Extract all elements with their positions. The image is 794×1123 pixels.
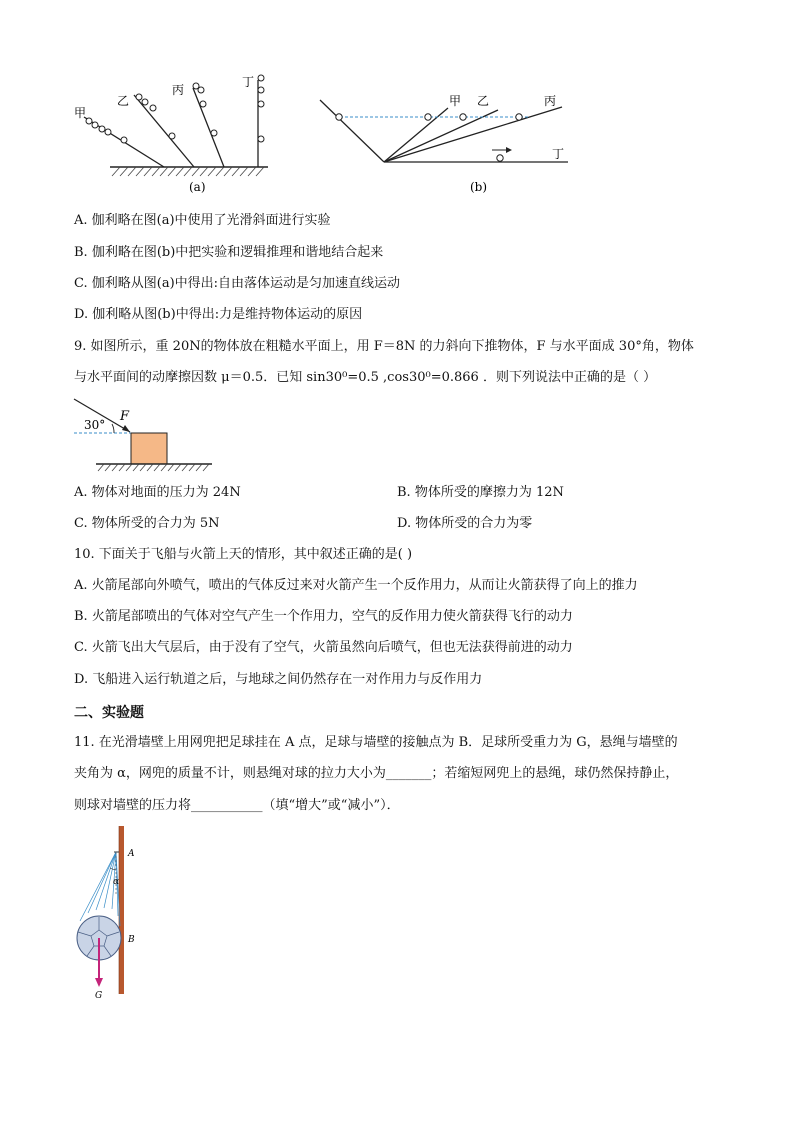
q11-label-alpha: α: [113, 877, 120, 887]
q10-option-a: A. 火箭尾部向外喷气，喷出的气体反过来对火箭产生一个反作用力，从而让火箭获得了向上的推力: [74, 578, 638, 593]
q9-angle-label: 30°: [84, 418, 106, 432]
caption-a: (a): [189, 180, 206, 194]
section-title: 二、实验题: [74, 705, 144, 721]
q10-stem: 10. 下面关于飞船与火箭上天的情形，其中叙述正确的是( ): [74, 547, 413, 562]
figure-b: [320, 94, 568, 194]
q11-line2: 夹角为 α，网兜的质量不计，则悬绳对球的拉力大小为_______；若缩短网兜上的悬绳，球仍然保持静止，: [74, 766, 679, 781]
label-a-bing: 丙: [172, 83, 185, 97]
q11-line3: 则球对墙壁的压力将___________（填“增大”或“减小”）．: [74, 798, 400, 813]
figure-galileo-experiments: [0, 0, 794, 200]
q8-option-c: C. 伽利略从图(a)中得出:自由落体运动是匀加速直线运动: [74, 276, 401, 291]
caption-b: (b): [470, 180, 488, 194]
q9-option-c: C. 物体所受的合力为 5N: [74, 516, 220, 531]
q9-option-b: B. 物体所受的摩擦力为 12N: [397, 485, 564, 500]
q9-force-label: F: [120, 409, 130, 424]
label-a-yi: 乙: [117, 94, 130, 108]
q9-option-a: A. 物体对地面的压力为 24N: [74, 485, 241, 500]
q11-label-G: G: [95, 991, 103, 1001]
q11-figure: [70, 826, 160, 1006]
label-b-jia: 甲: [449, 94, 462, 108]
label-a-jia: 甲: [74, 106, 87, 120]
q9-figure: [70, 396, 230, 476]
q8-option-a: A. 伽利略在图(a)中使用了光滑斜面进行实验: [74, 213, 331, 228]
q9-option-d: D. 物体所受的合力为零: [397, 516, 533, 531]
label-b-ding: 丁: [552, 147, 565, 161]
q11-line1: 11. 在光滑墙壁上用网兜把足球挂在 A 点，足球与墙壁的接触点为 B．足球所受重力为 G，悬绳与墙壁的: [74, 735, 678, 750]
q11-label-A: A: [128, 849, 135, 859]
q9-stem-line2: 与水平面间的动摩擦因数 μ＝0.5．已知 sin30⁰=0.5 ,cos30⁰=0.866 ．则下列说法中正确的是（ ）: [74, 370, 657, 385]
q10-option-b: B. 火箭尾部喷出的气体对空气产生一个作用力，空气的反作用力使火箭获得飞行的动力: [74, 609, 573, 624]
label-a-ding: 丁: [242, 75, 255, 89]
q10-option-d: D. 飞船进入运行轨道之后，与地球之间仍然存在一对作用力与反作用力: [74, 672, 483, 687]
q9-stem-line1: 9. 如图所示，重 20N的物体放在粗糙水平面上，用 F＝8N 的力斜向下推物体，F 与水平面成 30°角，物体: [74, 339, 694, 354]
figure-a: [74, 75, 268, 194]
q11-label-B: B: [128, 935, 135, 945]
label-b-yi: 乙: [477, 94, 490, 108]
q8-option-d: D. 伽利略从图(b)中得出:力是维持物体运动的原因: [74, 307, 363, 322]
q10-option-c: C. 火箭飞出大气层后，由于没有了空气，火箭虽然向后喷气，但也无法获得前进的动力: [74, 640, 573, 655]
q8-option-b: B. 伽利略在图(b)中把实验和逻辑推理和谐地结合起来: [74, 245, 384, 260]
label-b-bing: 丙: [544, 94, 557, 108]
